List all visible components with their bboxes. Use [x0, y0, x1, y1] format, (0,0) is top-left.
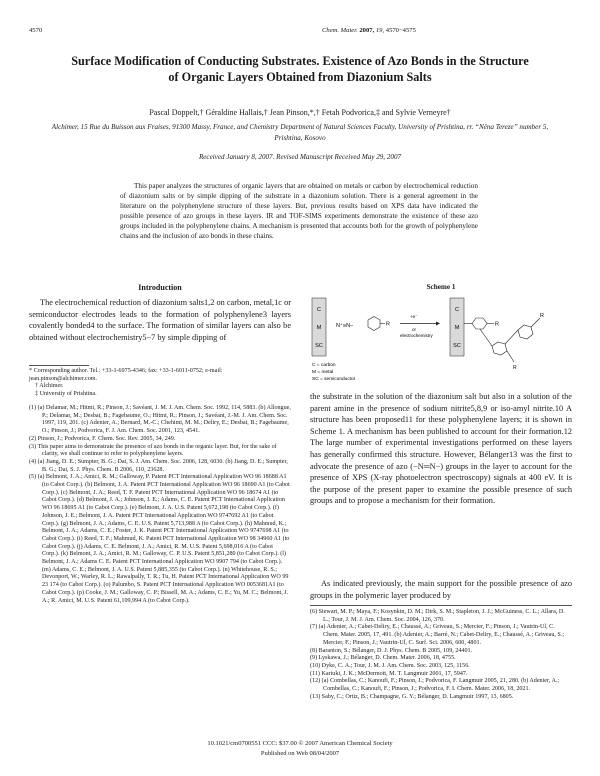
right-paragraph-2: As indicated previously, the main support for the possible presence of azo groups in the polymeric layer produced by — [310, 579, 572, 600]
substrate-left-label-sc: SC — [315, 343, 323, 349]
reference: (12) (a) Combellas, C.; Kanoufi, F.; Pinson, J.; Podvorica, F. Langmuir 2005, 21, 280. (b) Adenier, A.; Combellas, C.; Kanoufi, F.; Pinson, J.; Podvorica, F. I. Chem. Mater. 2006, 18, 2021. — [310, 678, 560, 693]
footnote-prishtina: ‡ University of Prishtina. — [35, 390, 97, 397]
footer-doi: 10.1021/cm0700551 CCC: $37.00 © 2007 American Chemical Society — [207, 740, 393, 747]
journal-volume: 19, — [375, 27, 385, 34]
legend-semiconductor: SC = semiconductor — [312, 377, 356, 382]
reference: (6) Stewart, M. P.; Maya, F.; Kosynkin, D. M.; Dirk, S. M.; Stapleton, J. J.; McGuiness, C. L.; Allara, D. L.; Tour, J. M. J. Am. Chem. Soc. 2004, 126, 370. — [310, 609, 565, 623]
reference: (8) Baranton, S.; Bélanger, D. J. Phys. Chem. B 2005, 109, 24401. — [310, 647, 473, 654]
page-number: 4570 — [29, 27, 43, 34]
references-left — [29, 405, 291, 605]
footnote-alchimer: † Alchimer. — [35, 383, 64, 390]
reference: (10) Dyke, C. A.; Tour, J. M. J. Am. Chem. Soc. 2003, 125, 1156. — [310, 662, 470, 669]
grafted-ring-3 — [518, 325, 533, 339]
substrate-right-label-m: M — [454, 325, 460, 331]
references-divider — [310, 605, 572, 606]
references-right — [310, 609, 572, 701]
grafted-ring-1 — [472, 318, 487, 329]
right-paragraph-1: the substrate in the solution of the diazonium salt but also in a solution of the parent amine in the presence of sodium nitrite5,8,9 or iso-amyl nitrite.10 A structure has been proposed11 for these polyphenylene layers; it is shown in Scheme 1. A mechanism has been published to account for their formation.12 The large number of experimental investigations performed on these layers has generally confirmed this structure. However, Bélanger13 was the first to advocate the presence of azo (−N═N−) groups in the layer to account for the presence of XPS (X-ray photoelectron spectroscopy) signals at 400 eV. It is the purpose of the present paper to examine the possible presence of such groups and to propose a mechanism for their formation. — [310, 392, 572, 506]
author-list: Pascal Doppelt,† Géraldine Hallais,† Jean Pinson,*,† Fetah Podvorica,‡ and Sylvie Verneyre† — [149, 108, 451, 117]
reference: (9) Lyskawa, J.; Bélanger, D. Chem. Mater. 2006, 18, 4755. — [310, 655, 456, 662]
substituent-r: R — [495, 321, 499, 328]
bond — [531, 318, 540, 327]
footnote-divider — [29, 365, 89, 366]
footnotes — [29, 368, 291, 398]
journal-citation — [322, 27, 416, 34]
received-dates: Received January 8, 2007. Revised Manuscript Received May 29, 2007 — [198, 153, 402, 161]
arrowhead — [436, 322, 440, 326]
reference: (1) (a) Delamar, M.; Hitmi, R.; Pinson, J.; Savéant, J. M. J. Am. Chem. Soc. 1992, 114, 5883. (b) Allongue, P.; Delamar, M.; Desbat, B.; Fagebaume, O.; Hitmi, R.; Pinson, J.; Savéant, J.-M. J. Am. Chem. Soc. 1997, 119, 201. (c) Adenier, A.; Bernard, M.-C.; Chehimi, M. M.; Deliry, E.; Desbat, B.; Fagebaume, O.; Pinson, J.; Podvorica, F. J. Am. Chem. Soc. 2001, 123, 4541. — [29, 405, 291, 435]
footer-published: Published on Web 08/04/2007 — [260, 750, 340, 757]
benzene-ring — [368, 317, 380, 331]
reference: (11) Kariuki, J. K.; McDermott, M. T. Langmuir 2001, 17, 5947. — [310, 670, 468, 677]
scheme-1-diagram — [308, 294, 574, 384]
reference: (2) Pinson, J.; Podvorica, F. Chem. Soc. Rev. 2005, 34, 249. — [29, 435, 176, 442]
legend-metal: M = metal — [312, 370, 334, 375]
intro-text: The electrochemical reduction of diazonium salts1,2 on carbon, metal,1c or semiconductor electrodes leads to the formation of polyphenylene3 layers covalently bonded4 to the surface. The formation of similar layers can also be obtained without electrochemistry5−7 by simple dipping of — [29, 298, 291, 342]
bond — [505, 330, 518, 344]
intro-heading: Introduction — [138, 283, 182, 292]
substituent-r: R — [386, 321, 390, 328]
substrate-left-label-c: C — [317, 307, 321, 313]
journal-name: Chem. Mater. — [322, 27, 358, 34]
journal-pages: 4570−4575 — [385, 27, 416, 34]
substrate-left-label-m: M — [316, 325, 322, 331]
bond — [507, 351, 514, 362]
substituent-r: R — [540, 313, 544, 319]
arrow-label-top: +e⁻ — [410, 314, 418, 319]
scheme-heading: Scheme 1 — [426, 283, 456, 291]
substituent-r: R — [513, 365, 517, 371]
paper-title: Surface Modification of Conducting Substrates. Existence of Azo Bonds in the Structure of Organic Layers Obtained from Diazonium Salts — [71, 54, 529, 84]
substrate-right-label-sc: SC — [453, 343, 461, 349]
reference: (3) This paper aims to demonstrate the presence of azo bonds in the organic layer. But, for the sake of clarity, we shall continue to refer to polyphenylene layers. — [29, 443, 277, 458]
diazonium-group: N⁺≡N– — [336, 323, 354, 329]
affiliation: Alchimer, 15 Rue du Buisson aux Fraises, 91300 Massy, France, and Chemistry Department of Natural Sciences Faculty, University of Prishtina, rr. “Nëna Tereze” number 5, Prishtina, Kosovo — [51, 123, 549, 142]
bond — [480, 329, 492, 346]
reference: (7) (a) Adenier, A.; Cabet-Deliry, E.; Chaussé, A.; Griveau, S.; Mercier, F.; Pinson, J.; Vautrin-Ul, C. Chem. Mater. 2005, 17, 491. (b) Adenier, A.; Barré, N.; Cabet-Deliry, E.; Chaussé, A.; Griveau, S.; Mercier, F.; Pinson, J.; Vautrin-Ul, C. Surf. Sci. 2006, 600, 4801. — [310, 624, 565, 646]
abstract: This paper analyzes the structures of organic layers that are obtained on metals or carbon by electrochemical reduction of diazonium salts or by simple dipping of the substrate in a diazonium solution. There is a general agreement in the literature on the polyphenylene structure of these layers. But, previous results based on XPS data have indicated the possible presence of azo groups in these layers. IR and TOF-SIMS experiments demonstrate the existence of these azo groups included in the polyphenylene chains. A mechanism is presented that accounts both for the growth of polyphenylene chains and the inclusion of azo bonds in these chains. — [120, 182, 478, 240]
journal-year: 2007, — [359, 27, 375, 34]
arrow-label-electro: electrochemistry — [400, 333, 433, 338]
reference: (13) Saby, C.; Ortiz, B.; Champagne, G. Y.; Bélanger, D. Langmuir 1997, 13, 6805. — [310, 693, 514, 700]
legend-carbon: C = carbon — [312, 363, 336, 368]
grafted-ring-2 — [492, 342, 507, 355]
reference: (5) (a) Belmont, J. A.; Amici, R. M.; Galloway, P. Patent PCT International Application WO 96 18688 A1 (to Cabot Corp.). (b) Belmont, J. A. Patent PCT International Application WO 96 18690 A1 (to Cabot Corp.). (c) Belmont, J. A.; Reed, T. F. Patent PCT International Application WO 96 18674 A1 (to Cabot Corp.). (d) Belmont, J. A.; Johnson, J. E.; Adams, C. E. Patent PCT International Application WO 96 18695 A1 (to Cabot Corp.). (e) Belmont, J. A. U.S. Patent 5,672,198 (to Cabot Corp.). (f) Johnson, J. E.; Belmont, J. A. Patent PCT International Application WO 9747692 A1 (to Cabot Corp.). (g) Belmont, J. A.; Adams, C. E. U.S. Patent 5,713,988 A (to Cabot Corp.). (h) Mahmud, K.; Belmont, J. A.; Adams, C. E.; Foster, J. K. Patent PCT International Application WO 9747698 A1 (to Cabot Corp.). (i) Reed, T. F.; Mahmud, K. Patent PCT International Application WO 98 34960 A1 (to Cabot Corp.). (j) Adams, C. E. Belmont, J. A.; Amici, R. M. U.S. Patent 5,698,016 A (to Cabot Corp.). (k) Belmont, J. A.; Amici, R. M.; Galloway, C. P. U.S. Patent 5,851,280 (to Cabot Corp.). (l) Belmont, J. A.; Adams C. E. Patent PCT International Application WO 9907 794 (to Cabot Corp.). (m) Adams, C. E.; Belmont, J. A. U.S. Patent 5,885,355 (to Cabot Corp.). (n) Whitehouse, R. S.; Devonport, W.; Warley, R. L.; Rawalpally, T. R.; Tu, H. Patent PCT International Application WO 99 23 174 (to Cabot Corp.). (o) Palumbo, S. Patent PCT International Application WO 0053681A1 (to Cabot Corp.). (p) Cooke, J. M.; Galloway, C. P.; Bissell, M. A.; Adams, C. E.; Yu, M. C.; Belmont, J. A.; R. Amici, M. U.S. Patent 61,109,994 A (to Cabot Corp.). — [29, 474, 290, 604]
footnote-corresponding: * Corresponding author. Tel.: +33-1-6975-4346; fax: +33-1-6011-0752; e-mail: jean.pinson@alchimer.com. — [29, 368, 223, 382]
reference: (4) (a) Jiang, D. E.; Sumpter, B. G.; Dai, S. J. Am. Chem. Soc. 2006, 128, 6030. (b) Jiang, D. E.; Sumpter, B. G.; Dai, S. J. Phys. Chem. B 2006, 110, 23628. — [29, 458, 288, 473]
arrow-label-or: or — [412, 327, 417, 332]
substrate-right-label-c: C — [455, 307, 459, 313]
